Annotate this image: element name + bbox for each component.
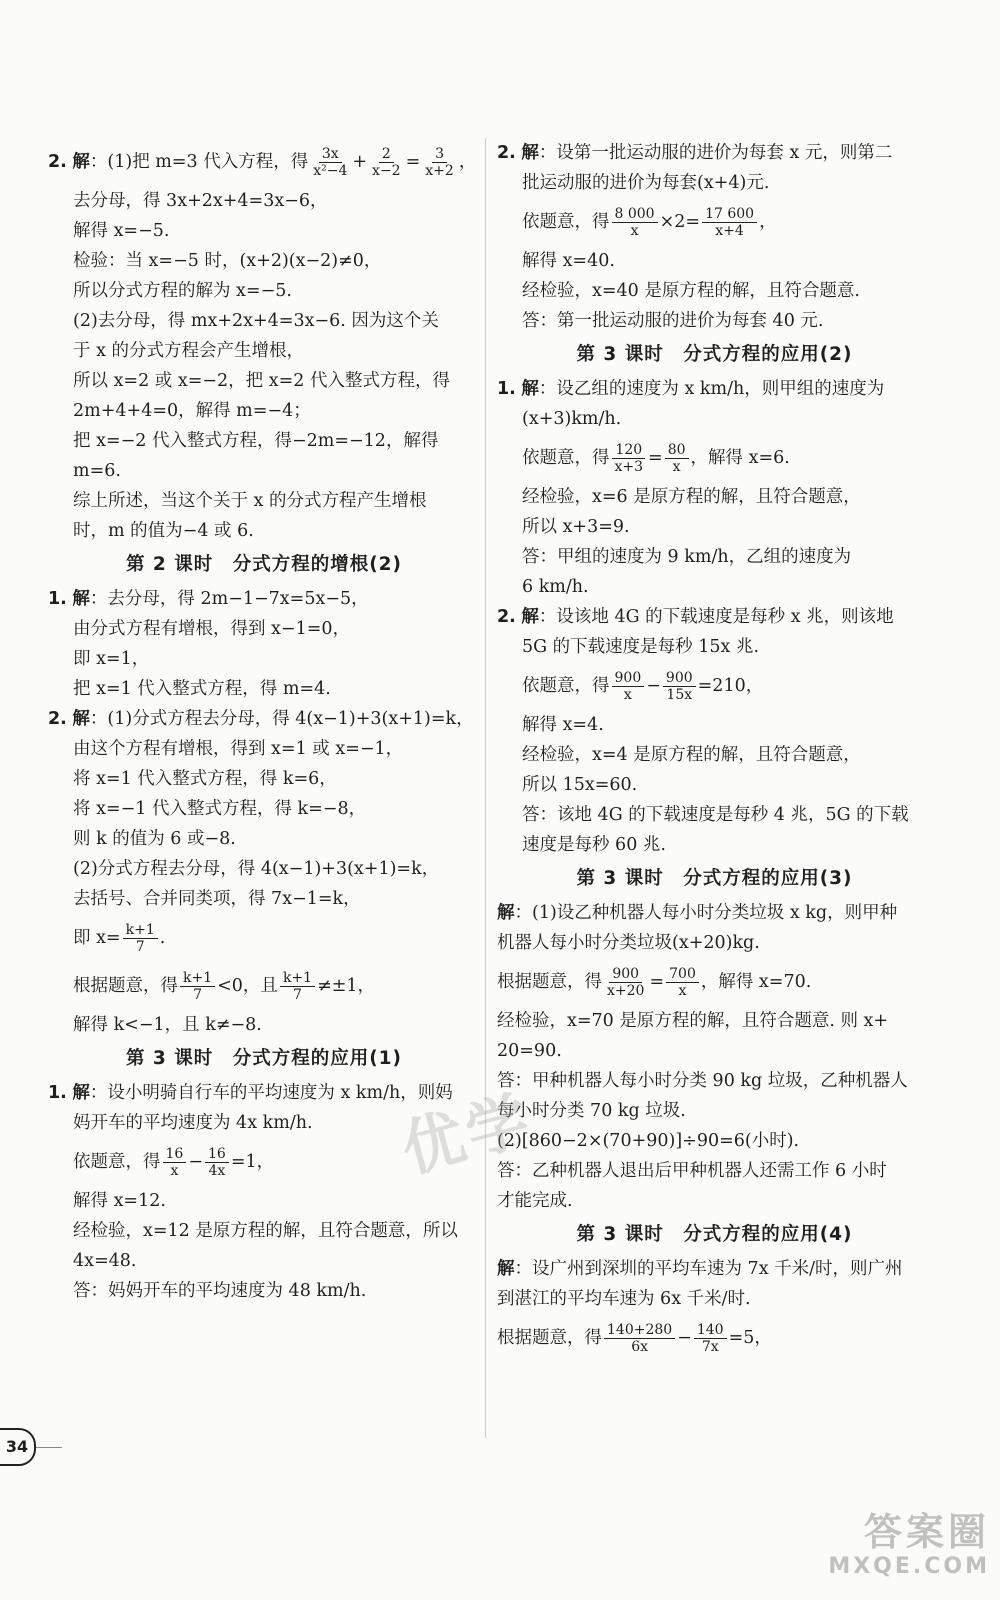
text-line: 答：甲种机器人每小时分类 90 kg 垃圾，乙种机器人 — [497, 1071, 908, 1091]
problem-2-block — [497, 602, 932, 860]
text: . — [159, 928, 166, 948]
text-line: 才能完成. — [497, 1191, 573, 1211]
text: ：去分母，得 2m−1−7x=5x−5， — [89, 589, 369, 609]
numerator: 8 000 — [612, 206, 658, 223]
text-line: 把 x=1 代入整式方程，得 m=4. — [73, 679, 331, 699]
problem-number: 1. — [497, 379, 516, 399]
text-line: 经检验，x=4 是原方程的解，且符合题意， — [522, 745, 861, 765]
text-line: 答：妈妈开车的平均速度为 48 km/h. — [73, 1281, 367, 1301]
denominator: 7 — [293, 986, 302, 1003]
text: ：(1)分式方程去分母，得 4(x−1)+3(x+1)=k， — [89, 709, 474, 729]
text: ：(1)把 m=3 代入方程，得 — [89, 152, 309, 172]
fraction — [665, 442, 689, 475]
text: − — [188, 1152, 203, 1172]
text-line: 答：甲组的速度为 9 km/h，乙组的速度为 — [522, 547, 852, 567]
text-line: 答：该地 4G 的下载速度是每秒 4 兆，5G 的下载 — [522, 805, 909, 825]
text-line: 解得 x=40. — [522, 251, 615, 271]
fraction — [612, 442, 647, 475]
text-line: 所以 x=2 或 x=−2，把 x=2 代入整式方程，得 — [73, 371, 450, 391]
text-line: 答：乙种机器人退出后甲种机器人还需工作 6 小时 — [497, 1161, 887, 1181]
numerator: 16 — [205, 1146, 229, 1163]
numerator: 80 — [665, 442, 689, 459]
numerator: k+1 — [180, 970, 215, 987]
text: 根据题意，得 — [497, 1328, 602, 1348]
text: 依题意，得 — [522, 448, 610, 468]
denominator: 15x — [666, 686, 693, 703]
fraction — [422, 146, 457, 179]
text: − — [646, 676, 661, 696]
text: ：设该地 4G 的下载速度是每秒 x 兆，则该地 — [538, 607, 894, 627]
numerator: k+1 — [123, 922, 158, 939]
text: ， — [458, 152, 477, 172]
problem-number: 1. — [48, 1083, 67, 1103]
text-line: 解得 k<−1，且 k≠−8. — [73, 1015, 262, 1035]
solution-label: 解 — [521, 143, 539, 163]
denominator: x+3 — [614, 458, 644, 475]
text-line: (2)分式方程去分母，得 4(x−1)+3(x+1)=k， — [73, 859, 440, 879]
fraction — [604, 1322, 675, 1355]
text: ，解得 x=6. — [690, 448, 790, 468]
text: =210， — [697, 676, 764, 696]
problem-2-block — [48, 138, 480, 546]
denominator: x+2 — [425, 162, 454, 179]
numerator: 900 — [612, 670, 645, 687]
fraction — [604, 966, 647, 999]
right-column — [497, 138, 932, 1362]
text-line: 速度是每秒 60 兆. — [522, 835, 666, 855]
watermark-url: MXQE.COM — [828, 1554, 990, 1579]
solution-label: 解 — [72, 152, 90, 172]
denominator: x+4 — [715, 222, 744, 239]
fraction — [280, 970, 315, 1003]
numerator: 140+280 — [604, 1322, 675, 1339]
problem-number: 2. — [497, 143, 516, 163]
page-number-rule — [36, 1447, 62, 1448]
fraction — [694, 1322, 727, 1355]
text-line: 6 km/h. — [522, 577, 589, 597]
fraction — [612, 670, 645, 703]
numerator: 120 — [612, 442, 645, 459]
numerator: 900 — [663, 670, 696, 687]
text-line: 解得 x=−5. — [73, 221, 170, 241]
section-heading: 第 3 课时 分式方程的应用(2) — [576, 344, 853, 365]
denominator: x+20 — [607, 982, 645, 999]
denominator: x — [170, 1162, 179, 1179]
denominator: x — [630, 222, 639, 239]
denominator: x — [672, 458, 681, 475]
text-line: 所以分式方程的解为 x=−5. — [73, 281, 292, 301]
equation-line — [497, 662, 932, 710]
text: 依题意，得 — [522, 212, 610, 232]
train-problem-block — [497, 1254, 932, 1362]
text: ：(1)设乙种机器人每小时分类垃圾 x kg，则甲种 — [514, 903, 898, 923]
text: ≠±1， — [317, 976, 376, 996]
robot-problem-block — [497, 898, 932, 1216]
numerator: 3x — [319, 146, 342, 163]
text-line: 即 x=1， — [73, 649, 150, 669]
text-line: 由分式方程有增根，得到 x−1=0， — [73, 619, 351, 639]
text-line: 经检验，x=40 是原方程的解，且符合题意. — [522, 281, 860, 301]
text-line: 5G 的下载速度是每秒 15x 兆. — [522, 637, 760, 657]
numerator: 3 — [432, 146, 447, 163]
text: 根据题意，得 — [497, 972, 602, 992]
equation-line — [48, 138, 480, 186]
fraction — [702, 206, 757, 239]
text: <0，且 — [217, 976, 278, 996]
fraction — [123, 922, 158, 955]
text-line: 时，m 的值为−4 或 6. — [73, 521, 254, 541]
fraction — [666, 966, 699, 999]
solution-label: 解 — [521, 607, 539, 627]
text-line: (2)去分母，得 mx+2x+4=3x−6. 因为这个关 — [73, 311, 439, 331]
fraction — [663, 670, 696, 703]
equation-line — [48, 962, 480, 1010]
problem-1-block — [497, 374, 932, 602]
corner-watermark — [760, 1510, 990, 1590]
page-number: 34 — [0, 1428, 36, 1466]
text: ：设乙组的速度为 x km/h，则甲组的速度为 — [538, 379, 885, 399]
text-line: 20=90. — [497, 1041, 562, 1061]
problem-number: 2. — [48, 709, 67, 729]
solution-label: 解 — [497, 1259, 515, 1279]
text: ：设小明骑自行车的平均速度为 x km/h，则妈 — [89, 1083, 453, 1103]
watermark-logo-text: 答案圈 — [863, 1510, 990, 1554]
text-line: 4x=48. — [73, 1251, 137, 1271]
text-line: 将 x=−1 代入整式方程，得 k=−8， — [73, 799, 367, 819]
equation-line — [497, 1314, 932, 1362]
denominator: 7x — [701, 1338, 719, 1355]
solution-label: 解 — [72, 709, 90, 729]
text-line: m=6. — [73, 461, 121, 481]
text: = — [649, 972, 665, 992]
problem-number: 2. — [48, 152, 67, 172]
fraction — [369, 146, 404, 179]
denominator: x−2 — [372, 162, 401, 179]
text: = — [405, 152, 421, 172]
fraction — [163, 1146, 187, 1179]
problem-2-block — [48, 704, 480, 1040]
denominator: 4x — [208, 1162, 226, 1179]
text-line: 于 x 的分式方程会产生增根， — [73, 341, 304, 361]
denominator: 7 — [135, 938, 145, 955]
solution-label: 解 — [72, 1083, 90, 1103]
solution-label: 解 — [497, 903, 515, 923]
text: + — [352, 152, 368, 172]
text-line: 则 k 的值为 6 或−8. — [73, 829, 236, 849]
text-line: 到湛江的平均车速为 6x 千米/时. — [497, 1289, 751, 1309]
fraction — [310, 146, 350, 179]
numerator: 700 — [666, 966, 699, 983]
text-line: 解得 x=4. — [522, 715, 604, 735]
numerator: 2 — [379, 146, 394, 163]
fraction — [612, 206, 658, 239]
text-line: 综上所述，当这个关于 x 的分式方程产生增根 — [73, 491, 427, 511]
denominator: x²−4 — [313, 162, 348, 179]
equation-line — [497, 434, 932, 482]
section-heading: 第 3 课时 分式方程的应用(4) — [576, 1224, 853, 1245]
problem-2-block — [497, 138, 932, 336]
text-line: 经检验，x=6 是原方程的解，且符合题意， — [522, 487, 861, 507]
text: 根据题意，得 — [73, 976, 178, 996]
text: ×2= — [659, 212, 701, 232]
text-line: (2)[860−2×(70+90)]÷90=6(小时). — [497, 1131, 800, 1151]
denominator: x — [623, 686, 632, 703]
text-line: 批运动服的进价为每套(x+4)元. — [522, 173, 770, 193]
problem-number: 2. — [497, 607, 516, 627]
text-line: 经检验，x=12 是原方程的解，且符合题意，所以 — [73, 1221, 458, 1241]
text-line: 解得 x=12. — [73, 1191, 166, 1211]
text-line: 2m+4+4=0，解得 m=−4； — [73, 401, 311, 421]
text: − — [677, 1328, 692, 1348]
text-line: 去分母，得 3x+2x+4=3x−6， — [73, 191, 328, 211]
numerator: 17 600 — [702, 206, 757, 223]
text: ， — [759, 212, 777, 232]
text-line: 每小时分类 70 kg 垃圾. — [497, 1101, 686, 1121]
text: ：设第一批运动服的进价为每套 x 元，则第二 — [538, 143, 893, 163]
text-line: 所以 15x=60. — [522, 775, 638, 795]
denominator: 7 — [193, 986, 203, 1003]
text: ，解得 x=70. — [700, 972, 812, 992]
text: =1， — [230, 1152, 275, 1172]
text: 即 x= — [73, 928, 121, 948]
section-heading: 第 3 课时 分式方程的应用(3) — [576, 868, 853, 889]
equation-line — [497, 198, 932, 246]
text: ：设广州到深圳的平均车速为 7x 千米/时，则广州 — [514, 1259, 903, 1279]
text-line: 由这个方程有增根，得到 x=1 或 x=−1， — [73, 739, 404, 759]
denominator: x — [678, 982, 687, 999]
text-line: (x+3)km/h. — [522, 409, 622, 429]
fraction — [205, 1146, 229, 1179]
text-line: 检验：当 x=−5 时，(x+2)(x−2)≠0， — [73, 251, 382, 271]
text: = — [648, 448, 663, 468]
denominator: 6x — [631, 1338, 648, 1355]
solution-label: 解 — [72, 589, 90, 609]
text-line: 妈开车的平均速度为 4x km/h. — [73, 1113, 313, 1133]
column-divider — [485, 138, 486, 1438]
solution-label: 解 — [521, 379, 539, 399]
equation-line — [497, 958, 932, 1006]
numerator: 900 — [609, 966, 642, 983]
section-heading: 第 3 课时 分式方程的应用(1) — [125, 1048, 403, 1069]
problem-1-block — [48, 584, 480, 704]
numerator: 140 — [694, 1322, 727, 1339]
text-line: 机器人每小时分类垃圾(x+20)kg. — [497, 933, 760, 953]
text-line: 答：第一批运动服的进价为每套 40 元. — [522, 311, 824, 331]
equation-line — [48, 914, 480, 962]
text-line: 将 x=1 代入整式方程，得 k=6， — [73, 769, 337, 789]
center-watermark: 优学 — [394, 1081, 541, 1187]
text: =5， — [728, 1328, 772, 1348]
numerator: k+1 — [280, 970, 315, 987]
text-line: 去括号、合并同类项，得 7x−1=k， — [73, 889, 361, 909]
text: 依题意，得 — [522, 676, 610, 696]
numerator: 16 — [163, 1146, 187, 1163]
fraction — [180, 970, 215, 1003]
text-line: 经检验，x=70 是原方程的解，且符合题意. 则 x+ — [497, 1011, 889, 1031]
text: 依题意，得 — [73, 1152, 161, 1172]
text-line: 所以 x+3=9. — [522, 517, 630, 537]
text-line: 把 x=−2 代入整式方程，得−2m=−12，解得 — [73, 431, 439, 451]
problem-number: 1. — [48, 589, 67, 609]
section-heading: 第 2 课时 分式方程的增根(2) — [125, 554, 403, 575]
